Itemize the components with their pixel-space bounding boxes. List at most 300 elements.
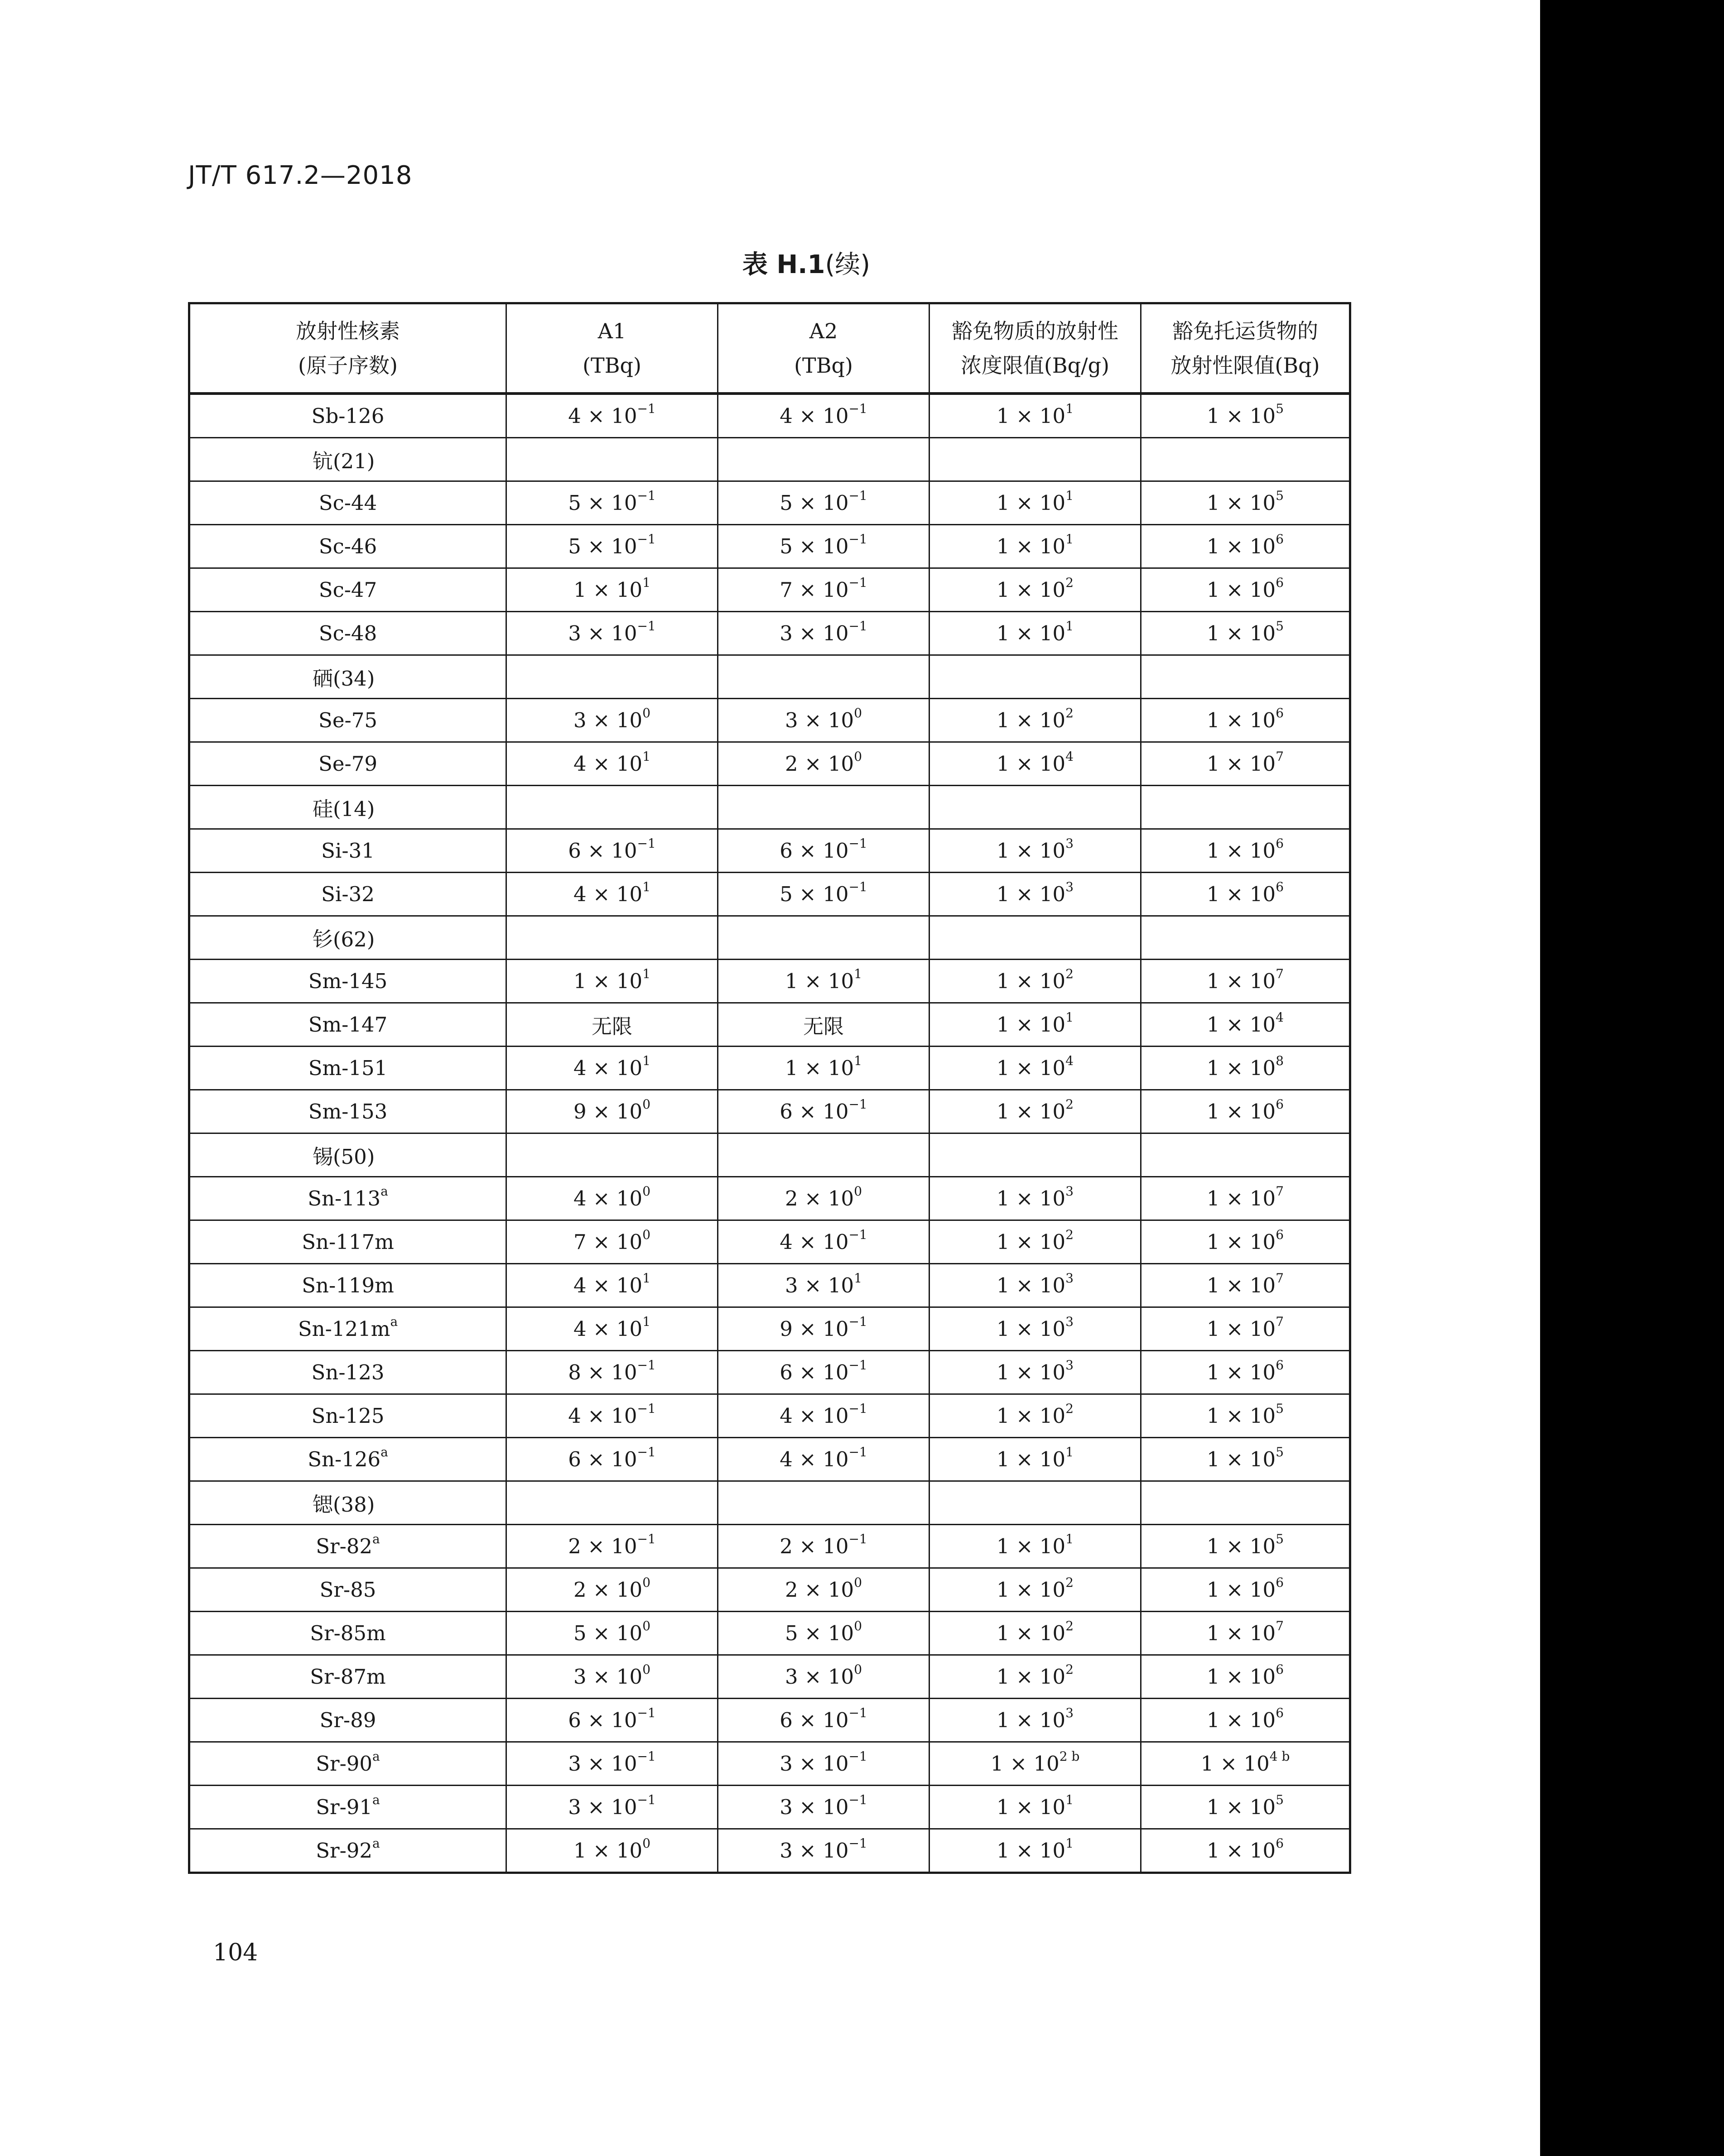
nuclide-name: Sn-126 — [308, 1447, 381, 1471]
mantissa: 1 × 10 — [1206, 1665, 1276, 1689]
table-row — [189, 1394, 1350, 1438]
mantissa: 1 × 10 — [573, 1839, 643, 1863]
mantissa: 5 × 10 — [780, 491, 849, 515]
mantissa: 6 × 10 — [780, 1100, 849, 1124]
mantissa: 3 × 10 — [785, 708, 854, 732]
empty-cell — [1141, 655, 1350, 699]
mantissa: 2 × 10 — [785, 752, 854, 776]
exponent: 2 — [1065, 1662, 1074, 1677]
concentration-limit-cell — [929, 1742, 1141, 1786]
exponent: −1 — [637, 401, 656, 416]
mantissa: 1 × 10 — [1206, 1273, 1276, 1297]
exponent: −1 — [848, 401, 867, 416]
table-body — [189, 394, 1350, 1873]
element-group-label: 锡(50) — [189, 1133, 506, 1177]
a2-value-cell — [718, 1438, 929, 1481]
concentration-limit-cell — [929, 873, 1141, 916]
mantissa: 2 × 10 — [780, 1534, 849, 1558]
exponent: 5 — [1276, 1445, 1284, 1460]
mantissa: 4 × 10 — [573, 1186, 643, 1210]
element-group-label: 硒(34) — [189, 655, 506, 699]
mantissa: 1 × 10 — [996, 1578, 1066, 1602]
empty-cell — [718, 786, 929, 829]
table-row — [189, 1351, 1350, 1394]
footnote-marker: a — [372, 1792, 380, 1807]
consignment-limit-cell — [1141, 1264, 1350, 1307]
a2-value-cell — [718, 1351, 929, 1394]
mantissa: 1 × 10 — [996, 1839, 1066, 1863]
element-group-label: 硅(14) — [189, 786, 506, 829]
a1-value-cell — [506, 960, 718, 1003]
empty-cell — [1141, 786, 1350, 829]
consignment-limit-cell — [1141, 1742, 1350, 1786]
right-edge-bar — [1540, 0, 1724, 2156]
a1-value-cell — [506, 481, 718, 525]
concentration-limit-cell — [929, 699, 1141, 742]
mantissa: 1 × 10 — [1206, 969, 1276, 993]
mantissa: 1 × 10 — [996, 1404, 1066, 1428]
a2-value-cell — [718, 1264, 929, 1307]
exponent: 7 — [1276, 1314, 1284, 1329]
consignment-limit-cell — [1141, 1220, 1350, 1264]
mantissa: 3 × 10 — [573, 1665, 643, 1689]
exponent: 1 — [854, 1271, 862, 1286]
a2-value-cell — [718, 1655, 929, 1699]
mantissa: 1 × 10 — [996, 752, 1066, 776]
exponent: 4 — [1065, 749, 1074, 764]
mantissa: 8 × 10 — [568, 1360, 637, 1384]
exponent: −1 — [637, 836, 656, 851]
exponent: 6 — [1276, 1358, 1284, 1373]
table-row — [189, 1003, 1350, 1047]
mantissa: 1 × 10 — [996, 1621, 1066, 1645]
exponent: 6 — [1276, 575, 1284, 590]
exponent: 1 — [642, 1271, 651, 1286]
concentration-limit-cell — [929, 1090, 1141, 1133]
a2-value-cell — [718, 1090, 929, 1133]
mantissa: 4 × 10 — [780, 404, 849, 428]
a2-value-cell — [718, 1394, 929, 1438]
column-header-a1: A1 (TBq) — [506, 303, 718, 394]
mantissa: 1 × 10 — [785, 969, 854, 993]
footnote-marker: a — [372, 1749, 380, 1764]
exponent: 6 — [1276, 1227, 1284, 1242]
a2-value-cell — [718, 1003, 929, 1047]
column-header-a2: A2 (TBq) — [718, 303, 929, 394]
a1-value-cell — [506, 1351, 718, 1394]
a1-value-cell — [506, 1394, 718, 1438]
exponent: 1 — [1065, 401, 1074, 416]
empty-cell — [1141, 1133, 1350, 1177]
a1-value-cell — [506, 1786, 718, 1829]
table-row — [189, 742, 1350, 786]
table-row — [189, 1612, 1350, 1655]
nuclide-name: Sr-89 — [319, 1708, 376, 1732]
mantissa: 1 × 10 — [1206, 1447, 1276, 1471]
nuclide-cell — [189, 525, 506, 568]
exponent: 0 — [642, 1575, 651, 1590]
table-row — [189, 1177, 1350, 1220]
consignment-limit-cell — [1141, 394, 1350, 438]
a1-value-cell — [506, 1699, 718, 1742]
exponent: 3 — [1065, 879, 1074, 894]
nuclide-name: Si-32 — [321, 882, 375, 906]
document-code: JT/T 617.2—2018 — [188, 161, 413, 190]
exponent: 5 — [1276, 619, 1284, 634]
mantissa: 1 × 10 — [1206, 1186, 1276, 1210]
mantissa: 9 × 10 — [780, 1317, 849, 1341]
consignment-limit-cell — [1141, 1438, 1350, 1481]
mantissa: 1 × 10 — [996, 1360, 1066, 1384]
exponent: −1 — [848, 1532, 867, 1546]
a1-value-cell — [506, 1655, 718, 1699]
mantissa: 1 × 10 — [996, 1795, 1066, 1819]
mantissa: 6 × 10 — [780, 1708, 849, 1732]
element-group-row — [189, 1133, 1350, 1177]
exponent: 0 — [642, 1662, 651, 1677]
mantissa: 1 × 10 — [573, 969, 643, 993]
a1-value-cell — [506, 829, 718, 873]
a1-value-cell — [506, 1307, 718, 1351]
mantissa: 1 × 10 — [1200, 1752, 1270, 1776]
exponent: 1 — [1065, 619, 1074, 634]
exponent: −1 — [848, 879, 867, 894]
exponent: −1 — [637, 1532, 656, 1546]
mantissa: 3 × 10 — [573, 708, 643, 732]
mantissa: 2 × 10 — [568, 1534, 637, 1558]
a1-value-cell — [506, 873, 718, 916]
concentration-limit-cell — [929, 1612, 1141, 1655]
footnote-marker: a — [390, 1314, 398, 1329]
concentration-limit-cell — [929, 1264, 1141, 1307]
empty-cell — [929, 1133, 1141, 1177]
a1-value-cell — [506, 1264, 718, 1307]
a2-value-cell — [718, 481, 929, 525]
empty-cell — [718, 916, 929, 960]
nuclide-cell — [189, 1655, 506, 1699]
exponent: 6 — [1276, 1836, 1284, 1851]
empty-cell — [1141, 1481, 1350, 1525]
concentration-limit-cell — [929, 1394, 1141, 1438]
mantissa: 1 × 10 — [996, 1273, 1066, 1297]
a1-value-cell — [506, 1829, 718, 1873]
element-group-label: 钪(21) — [189, 438, 506, 481]
footnote-marker: a — [372, 1836, 380, 1851]
a1-value-cell — [506, 1568, 718, 1612]
table-row — [189, 1786, 1350, 1829]
exponent: 3 — [1065, 1184, 1074, 1199]
exponent: 0 — [642, 1097, 651, 1112]
exponent: 3 — [1065, 1358, 1074, 1373]
exponent: 6 — [1276, 532, 1284, 547]
nuclide-cell — [189, 1264, 506, 1307]
concentration-limit-cell — [929, 742, 1141, 786]
element-group-row — [189, 438, 1350, 481]
nuclide-cell — [189, 568, 506, 612]
exponent: 2 — [1065, 1097, 1074, 1112]
exponent: 2 — [1065, 1618, 1074, 1633]
nuclide-cell — [189, 1003, 506, 1047]
mantissa: 1 × 10 — [996, 1665, 1066, 1689]
mantissa: 4 × 10 — [573, 882, 643, 906]
mantissa: 1 × 10 — [1206, 1534, 1276, 1558]
mantissa: 1 × 10 — [1206, 1708, 1276, 1732]
nuclide-cell — [189, 612, 506, 655]
exponent: 6 — [1276, 1575, 1284, 1590]
concentration-limit-cell — [929, 612, 1141, 655]
exponent: 0 — [642, 1836, 651, 1851]
mantissa: 1 × 10 — [1206, 1578, 1276, 1602]
concentration-limit-cell — [929, 829, 1141, 873]
a2-value-cell — [718, 1829, 929, 1873]
mantissa: 1 × 10 — [1206, 534, 1276, 558]
nuclide-cell — [189, 1786, 506, 1829]
mantissa: 4 × 10 — [573, 752, 643, 776]
nuclide-name: Se-75 — [318, 708, 377, 732]
mantissa: 5 × 10 — [568, 534, 637, 558]
empty-cell — [1141, 438, 1350, 481]
nuclide-cell — [189, 699, 506, 742]
a1-value-cell — [506, 394, 718, 438]
exponent: −1 — [848, 1358, 867, 1373]
mantissa: 2 × 10 — [785, 1186, 854, 1210]
a1-value-cell — [506, 1003, 718, 1047]
nuclide-cell — [189, 1612, 506, 1655]
nuclide-name: Sr-91 — [316, 1795, 373, 1819]
exponent: 0 — [854, 1575, 862, 1590]
consignment-limit-cell — [1141, 481, 1350, 525]
exponent: 1 — [642, 966, 651, 981]
table-row — [189, 829, 1350, 873]
exponent: 7 — [1276, 1271, 1284, 1286]
exponent: 7 — [1276, 966, 1284, 981]
exponent: 3 — [1065, 1314, 1074, 1329]
a1-value-cell — [506, 1220, 718, 1264]
exponent: −1 — [848, 575, 867, 590]
exponent: 0 — [642, 1618, 651, 1633]
table-row — [189, 568, 1350, 612]
a2-value-cell — [718, 1612, 929, 1655]
exponent: −1 — [848, 1749, 867, 1764]
a2-value-cell — [718, 1177, 929, 1220]
nuclide-name: Sc-46 — [318, 534, 377, 558]
mantissa: 6 × 10 — [568, 1708, 637, 1732]
mantissa: 1 × 10 — [996, 1186, 1066, 1210]
nuclide-cell — [189, 1177, 506, 1220]
nuclide-name: Se-79 — [318, 752, 377, 776]
exponent: 1 — [1065, 532, 1074, 547]
mantissa: 1 × 10 — [1206, 1360, 1276, 1384]
mantissa: 1 × 10 — [996, 1447, 1066, 1471]
nuclide-name: Sm-151 — [308, 1056, 388, 1080]
empty-cell — [506, 1133, 718, 1177]
mantissa: 4 × 10 — [573, 1056, 643, 1080]
element-group-row — [189, 916, 1350, 960]
empty-cell — [1141, 916, 1350, 960]
consignment-limit-cell — [1141, 525, 1350, 568]
element-group-row — [189, 786, 1350, 829]
exponent: 5 — [1276, 401, 1284, 416]
exponent: 6 — [1276, 1705, 1284, 1720]
empty-cell — [506, 1481, 718, 1525]
mantissa: 1 × 10 — [1206, 404, 1276, 428]
mantissa: 5 × 10 — [780, 534, 849, 558]
mantissa: 9 × 10 — [573, 1100, 643, 1124]
concentration-limit-cell — [929, 1307, 1141, 1351]
exponent: 0 — [642, 1184, 651, 1199]
a1-value-cell — [506, 1525, 718, 1568]
a1-value-cell — [506, 525, 718, 568]
a1-value-cell — [506, 612, 718, 655]
nuclide-name: Sm-145 — [308, 969, 388, 993]
nuclide-name: Sn-117m — [302, 1230, 394, 1254]
nuclide-cell — [189, 1742, 506, 1786]
exponent: −1 — [637, 1792, 656, 1807]
mantissa: 4 × 10 — [568, 1404, 637, 1428]
exponent: 7 — [1276, 1618, 1284, 1633]
exponent: −1 — [637, 1749, 656, 1764]
consignment-limit-cell — [1141, 568, 1350, 612]
nuclide-cell — [189, 1090, 506, 1133]
mantissa: 1 × 10 — [1206, 1230, 1276, 1254]
element-group-label: 钐(62) — [189, 916, 506, 960]
nuclide-name: Sn-125 — [311, 1404, 385, 1428]
nuclide-name: Sn-121m — [298, 1317, 390, 1341]
concentration-limit-cell — [929, 1177, 1141, 1220]
consignment-limit-cell — [1141, 742, 1350, 786]
exponent: 2 — [1065, 575, 1074, 590]
exponent: 1 — [1065, 1836, 1074, 1851]
mantissa: 6 × 10 — [780, 1360, 849, 1384]
empty-cell — [929, 786, 1141, 829]
mantissa: 6 × 10 — [568, 1447, 637, 1471]
nuclide-cell — [189, 1568, 506, 1612]
exponent: −1 — [848, 1314, 867, 1329]
concentration-limit-cell — [929, 568, 1141, 612]
mantissa: 1 × 10 — [996, 1230, 1066, 1254]
exponent: 6 — [1276, 879, 1284, 894]
nuclide-cell — [189, 1699, 506, 1742]
exponent: 2 b — [1059, 1749, 1080, 1764]
concentration-limit-cell — [929, 1220, 1141, 1264]
mantissa: 1 × 10 — [1206, 708, 1276, 732]
nuclide-name: Sc-48 — [318, 621, 377, 645]
empty-cell — [506, 786, 718, 829]
nuclide-cell — [189, 481, 506, 525]
nuclide-cell — [189, 1525, 506, 1568]
consignment-limit-cell — [1141, 1394, 1350, 1438]
consignment-limit-cell — [1141, 829, 1350, 873]
exponent: 6 — [1276, 1662, 1284, 1677]
exponent: 4 b — [1269, 1749, 1290, 1764]
table-row — [189, 1829, 1350, 1873]
a2-value-cell — [718, 829, 929, 873]
consignment-limit-cell — [1141, 1003, 1350, 1047]
nuclide-name: Sm-153 — [308, 1100, 388, 1124]
nuclide-name: Sr-92 — [316, 1839, 373, 1863]
consignment-limit-cell — [1141, 1829, 1350, 1873]
mantissa: 3 × 10 — [780, 1752, 849, 1776]
exponent: 7 — [1276, 1184, 1284, 1199]
mantissa: 4 × 10 — [573, 1273, 643, 1297]
exponent: 1 — [642, 1314, 651, 1329]
exponent: 1 — [642, 1053, 651, 1068]
a2-value-cell — [718, 873, 929, 916]
consignment-limit-cell — [1141, 1525, 1350, 1568]
concentration-limit-cell — [929, 1568, 1141, 1612]
exponent: 3 — [1065, 1271, 1074, 1286]
mantissa: 4 × 10 — [573, 1317, 643, 1341]
a1-value-cell — [506, 1047, 718, 1090]
exponent: 1 — [1065, 1792, 1074, 1807]
mantissa: 3 × 10 — [780, 1795, 849, 1819]
exponent: −1 — [637, 488, 656, 503]
a2-value-cell — [718, 1525, 929, 1568]
mantissa: 1 × 10 — [996, 1708, 1066, 1732]
consignment-limit-cell — [1141, 1786, 1350, 1829]
table-row — [189, 1742, 1350, 1786]
mantissa: 3 × 10 — [568, 1795, 637, 1819]
concentration-limit-cell — [929, 1829, 1141, 1873]
table-row — [189, 1264, 1350, 1307]
nuclide-cell — [189, 1394, 506, 1438]
footnote-marker: a — [380, 1445, 388, 1460]
mantissa: 3 × 10 — [568, 1752, 637, 1776]
a1-value-cell — [506, 1742, 718, 1786]
a1-value-cell — [506, 742, 718, 786]
table-row — [189, 873, 1350, 916]
table-row — [189, 481, 1350, 525]
nuclide-cell — [189, 394, 506, 438]
exponent: −1 — [848, 488, 867, 503]
exponent: −1 — [848, 1836, 867, 1851]
consignment-limit-cell — [1141, 1047, 1350, 1090]
nuclide-cell — [189, 1351, 506, 1394]
a2-value-cell — [718, 1307, 929, 1351]
mantissa: 4 × 10 — [568, 404, 637, 428]
nuclide-cell — [189, 1220, 506, 1264]
header-row — [189, 303, 1350, 394]
nuclide-cell — [189, 1438, 506, 1481]
mantissa: 1 × 10 — [1206, 839, 1276, 863]
mantissa: 3 × 10 — [780, 1839, 849, 1863]
nuclide-table — [188, 302, 1351, 1874]
nuclide-name: Sr-85 — [319, 1578, 376, 1602]
exponent: −1 — [637, 532, 656, 547]
table-row — [189, 394, 1350, 438]
consignment-limit-cell — [1141, 699, 1350, 742]
consignment-limit-cell — [1141, 1177, 1350, 1220]
a2-value-cell — [718, 525, 929, 568]
footnote-marker: a — [372, 1532, 380, 1546]
mantissa: 4 × 10 — [780, 1404, 849, 1428]
mantissa: 7 × 10 — [573, 1230, 643, 1254]
mantissa: 1 × 10 — [996, 1100, 1066, 1124]
consignment-limit-cell — [1141, 612, 1350, 655]
exponent: 1 — [642, 749, 651, 764]
consignment-limit-cell — [1141, 1655, 1350, 1699]
mantissa: 3 × 10 — [568, 621, 637, 645]
exponent: 0 — [854, 1618, 862, 1633]
empty-cell — [718, 1481, 929, 1525]
exponent: −1 — [637, 1445, 656, 1460]
table-title-label: 表 H.1 — [742, 250, 825, 279]
concentration-limit-cell — [929, 1438, 1141, 1481]
table-row — [189, 1307, 1350, 1351]
mantissa: 1 × 10 — [1206, 491, 1276, 515]
a2-value-cell — [718, 960, 929, 1003]
exponent: 6 — [1276, 836, 1284, 851]
